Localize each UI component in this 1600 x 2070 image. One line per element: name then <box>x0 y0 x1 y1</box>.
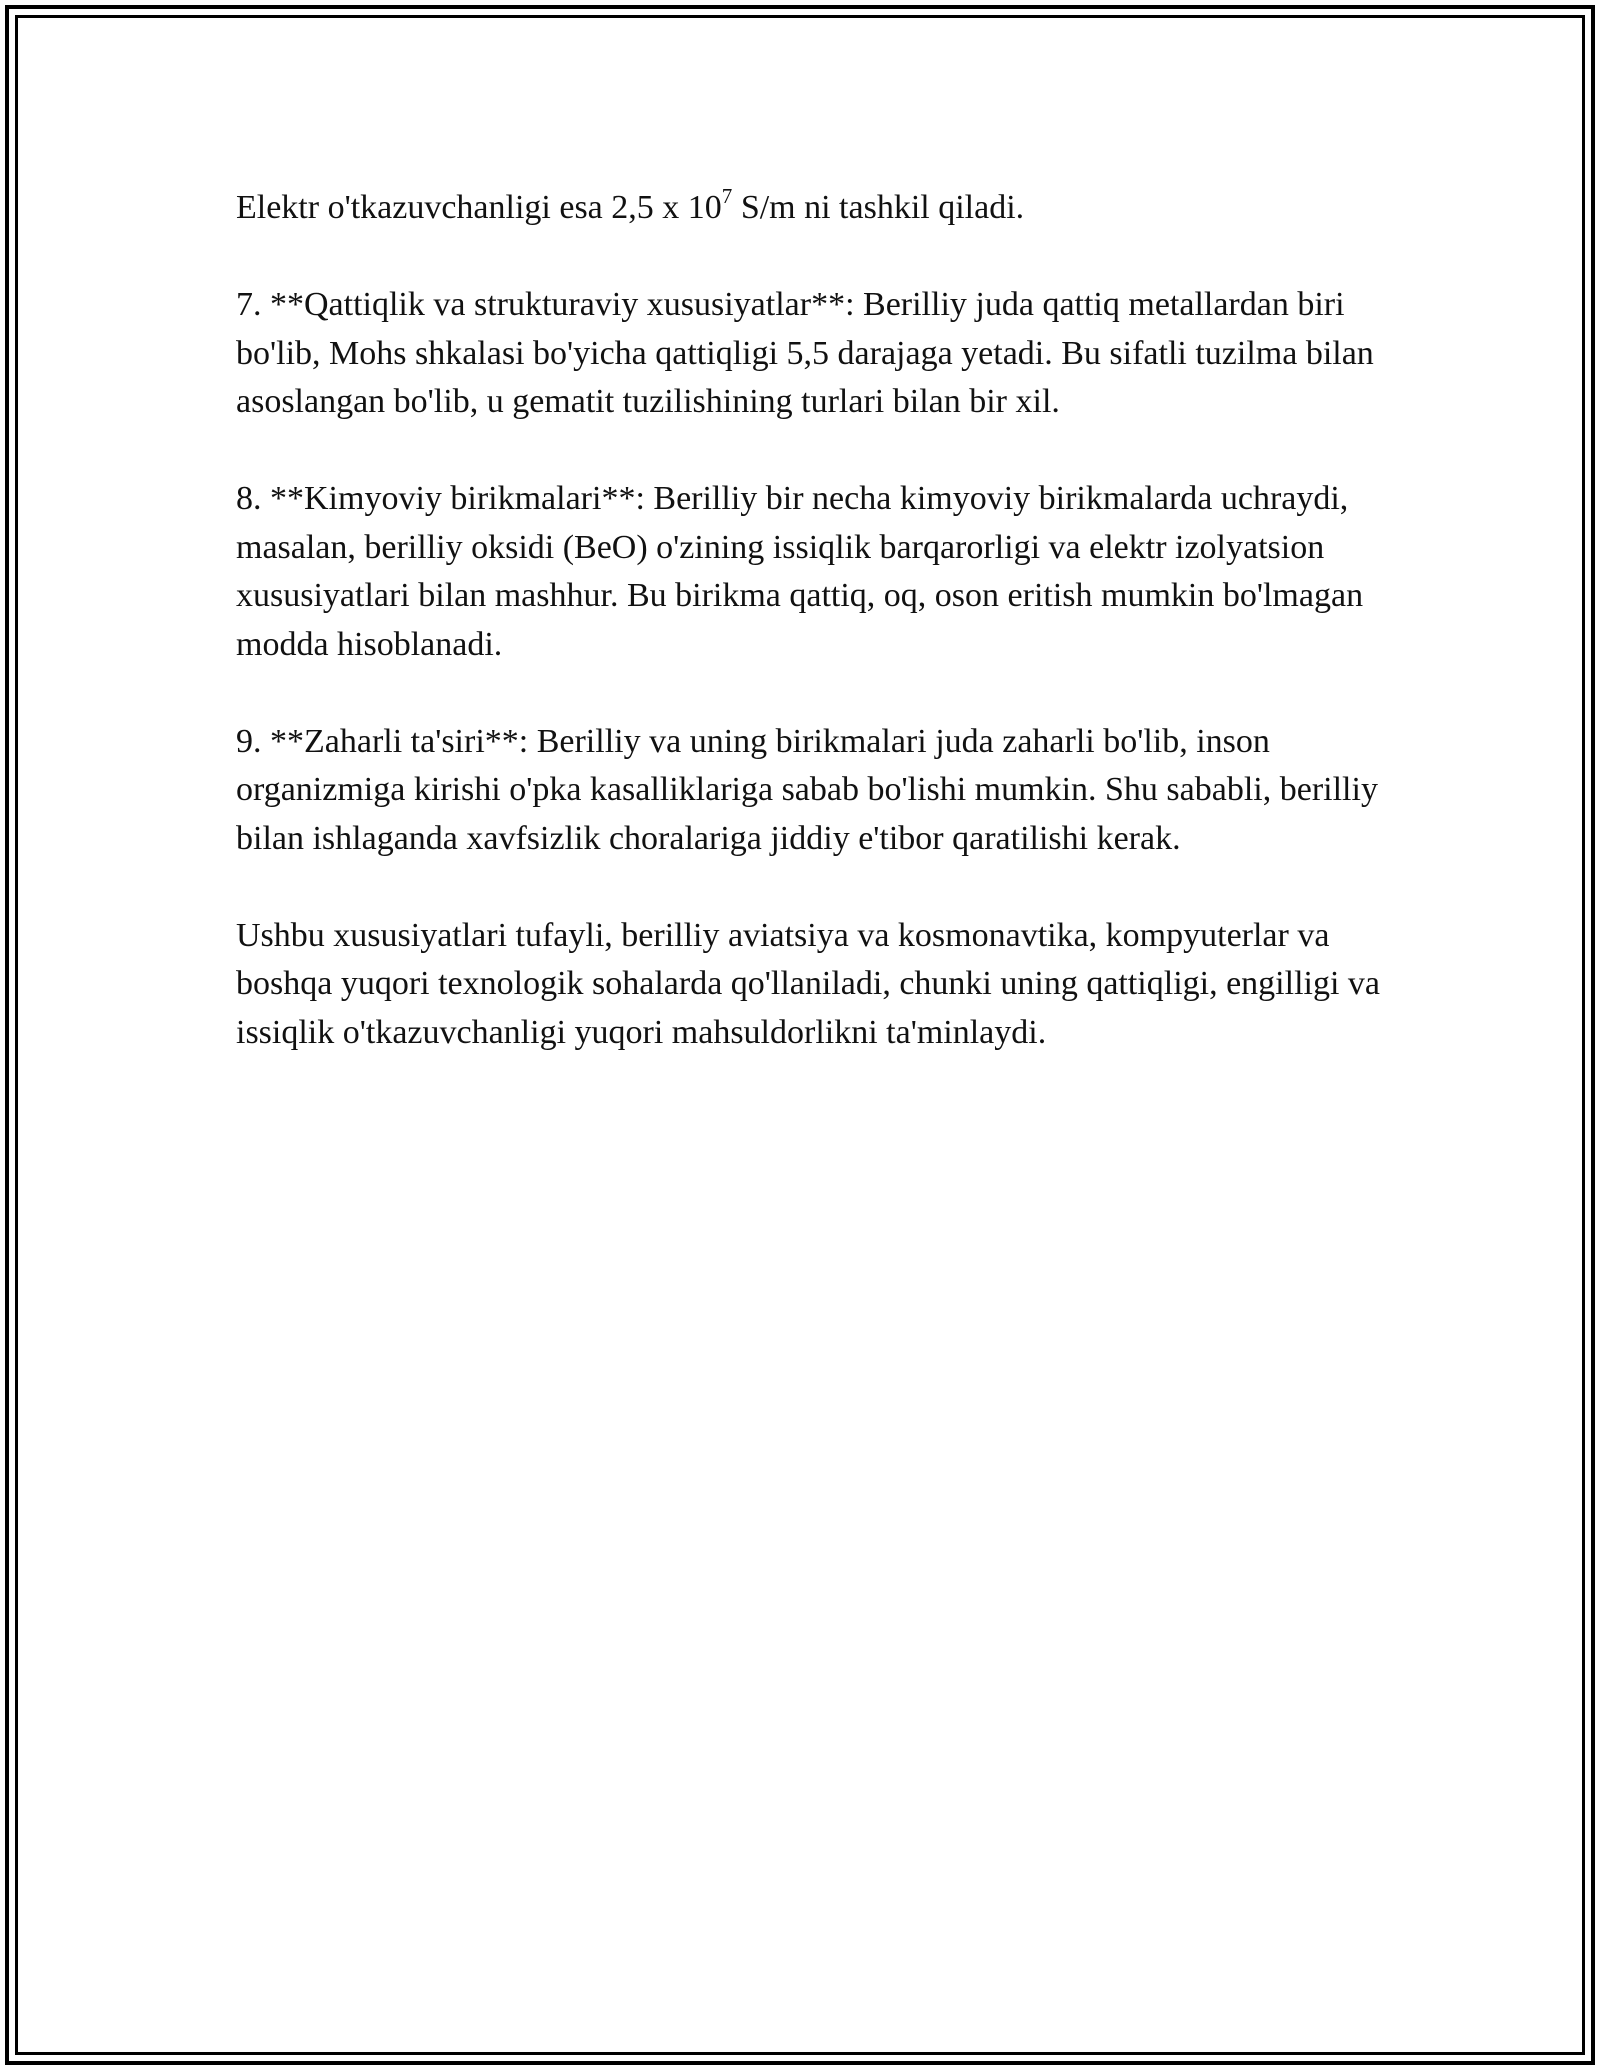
conductivity-text-end: S/m ni tashkil qiladi. <box>732 189 1025 226</box>
exponent: 7 <box>721 183 733 208</box>
document-body <box>236 184 1396 1057</box>
paragraph-compounds: 8. **Kimyoviy birikmalari**: Berilliy bir necha kimyoviy birikmalarda uchraydi, masalan, berilliy oksidi (BeO) o'zining issiqlik barqarorligi va elektr izolyatsion xususiyatlari bilan mashhur. Bu birikma qattiq, oq, oson eritish mumkin bo'lmagan modda hisoblanadi. <box>236 480 1364 663</box>
paragraph-toxicity: 9. **Zaharli ta'siri**: Berilliy va uning birikmalari juda zaharli bo'lib, inson organizmiga kirishi o'pka kasalliklariga sabab bo'lishi mumkin. Shu sababli, berilliy bilan ishlaganda xavfsizlik choralariga jiddiy e'tibor qaratilishi kerak. <box>236 722 1378 857</box>
paragraph-hardness: 7. **Qattiqlik va strukturaviy xususiyatlar**: Berilliy juda qattiq metallardan biri bo'lib, Mohs shkalasi bo'yicha qattiqligi 5,5 darajaga yetadi. Bu sifatli tuzilma bilan asoslangan bo'lib, u gematit tuzilishining turlari bilan bir xil. <box>236 286 1374 420</box>
paragraph-conclusion: Ushbu xususiyatlari tufayli, berilliy aviatsiya va kosmonavtika, kompyuterlar va boshqa yuqori texnologik sohalarda qo'llaniladi, chunki uning qattiqligi, engilligi va issiqlik o'tkazuvchanligi yuqori mahsuldorlikni ta'minlaydi. <box>236 916 1380 1051</box>
paragraph-conductivity <box>236 184 1396 233</box>
conductivity-text: Elektr o'tkazuvchanligi esa 2,5 x 10 <box>236 189 722 226</box>
